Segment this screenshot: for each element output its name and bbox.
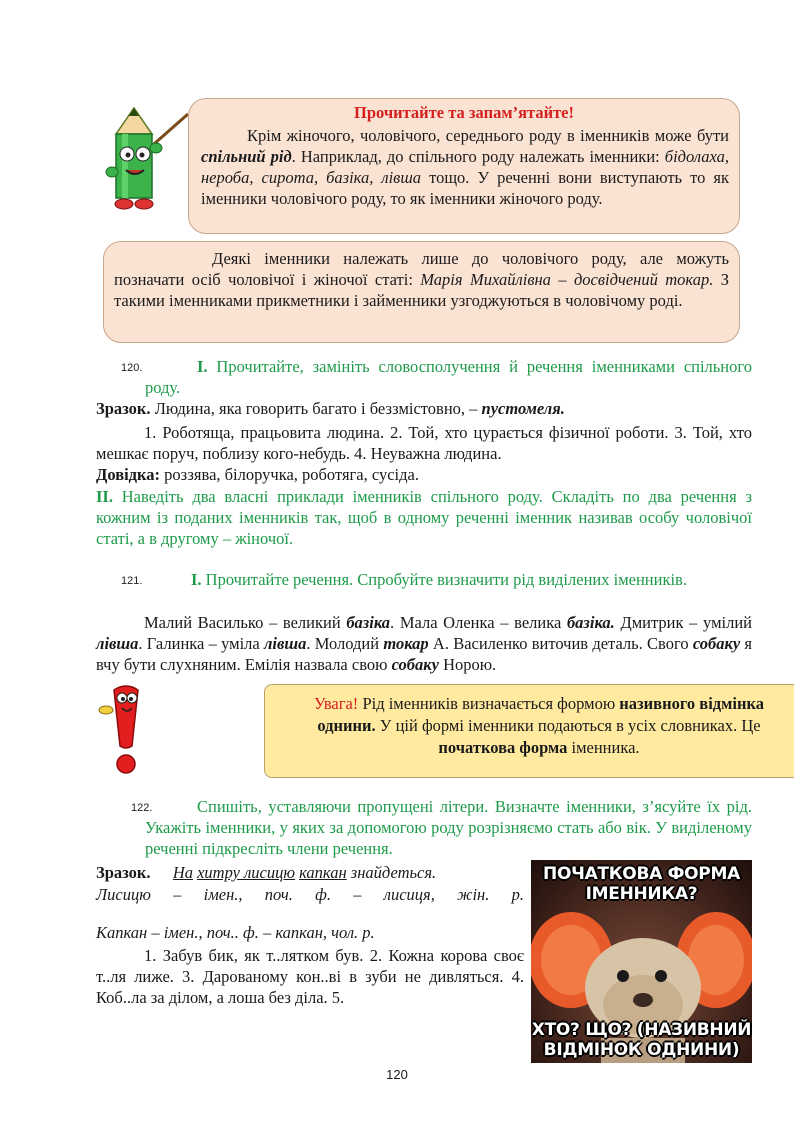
pencil-mascot-icon <box>96 104 192 214</box>
attention-note <box>264 684 794 778</box>
meme-bottom-caption: ХТО? ЩО? (НАЗИВНИЙ ВІДМІНОК ОДНИНИ) <box>531 1020 752 1060</box>
exercise-120-sample: Зразок. Людина, яка говорить багато і беззмістовно, – пустомеля. <box>96 399 565 418</box>
rule-box-common-gender <box>188 98 740 234</box>
exercise-number: 122. <box>131 802 153 814</box>
exercise-122-items: 1. Забув бик, як т..лятком був. 2. Кожна корова своє т..ля лиже. 3. Дарованому кон..ві в зуби не дивляться. 4. Коб..ла за ділом, а лоша без діла. 5. <box>96 946 524 1007</box>
exercise-120-items: 1. Роботяща, працьовита людина. 2. Той, хто цурається фізичної роботи. 3. Той, хто мешкає поруч, поблизу кого-небудь. 4. Неуважна людина. <box>96 423 752 463</box>
rule-box-text: Деякі іменники належать лише до чоловічого роду, але можуть позначати осіб чоловічої і жіночої статі: Марія Михайлівна – досвідчений токар. З такими іменниками прикметники і займенники узгоджуються в чоловічому роді. <box>114 249 729 310</box>
rule-box-title: Прочитайте та запам’ятайте! <box>353 103 574 122</box>
exercise-121-text: Малий Василько – великий базіка. Мала Оленка – велика базіка. Дмитрик – умілий лівша. Галинка – уміла лівша. Молодий токар А. Василенко виточив деталь. Свого собаку я вчу бути слухняним. Емілія назвала свою собаку Норою. <box>96 613 753 674</box>
exercise-122-analysis-1: Лисицю – імен., поч. ф. – лисиця, жін. р. <box>96 885 524 904</box>
page-number: 120 <box>386 1067 408 1082</box>
mouse-meme-image <box>531 860 752 1063</box>
rule-box-text: Крім жіночого, чоловічого, середнього роду в іменників може бути спільний рід. Наприклад, до спільного роду належать іменники: бідолаха, нероба, сирота, базіка, лівша тощо. У реченні вони виступають то як іменники чоловічого роду, то як іменники жіночого роду. <box>201 126 729 208</box>
exclamation-mascot-icon <box>96 684 156 776</box>
exercise-120-task: I. Прочитайте, замініть словосполучення й речення іменниками спільного роду. <box>145 357 752 397</box>
exercise-120-hint: Довідка: роззява, білоручка, роботяга, сусіда. <box>96 465 419 484</box>
exercise-number: 121. <box>121 575 143 587</box>
exercise-121-task: I. Прочитайте речення. Спробуйте визначити рід виділених іменників. <box>191 570 687 589</box>
exercise-number: 120. <box>121 362 143 374</box>
meme-top-caption: ПОЧАТКОВА ФОРМА ІМЕННИКА? <box>543 864 740 904</box>
exercise-122-sample: Зразок. На хитру лисицю капкан знайдеться. <box>96 863 437 882</box>
attention-note-text: Увага! Рід іменників визначається формою називного відмінка однини. У цій формі іменники подаються в усіх словниках. Це початкова форма іменника. <box>314 694 764 757</box>
rule-box-masculine <box>103 241 740 343</box>
exercise-120-task-2: II. Наведіть два власні приклади іменників спільного роду. Складіть по два речення з кожним із поданих іменників так, щоб в одному реченні іменник називав особу чоловічої статі, а в другому – жіночої. <box>96 487 752 548</box>
exercise-122-analysis-2: Капкан – імен., поч.. ф. – капкан, чол. р. <box>96 923 375 942</box>
exercise-122-task: Спишіть, уставляючи пропущені літери. Визначте іменники, з’ясуйте їх рід. Укажіть іменники, у яких за допомогою роду розрізняємо стать або вік. У виділеному реченні підкресліть члени речення. <box>145 797 752 858</box>
